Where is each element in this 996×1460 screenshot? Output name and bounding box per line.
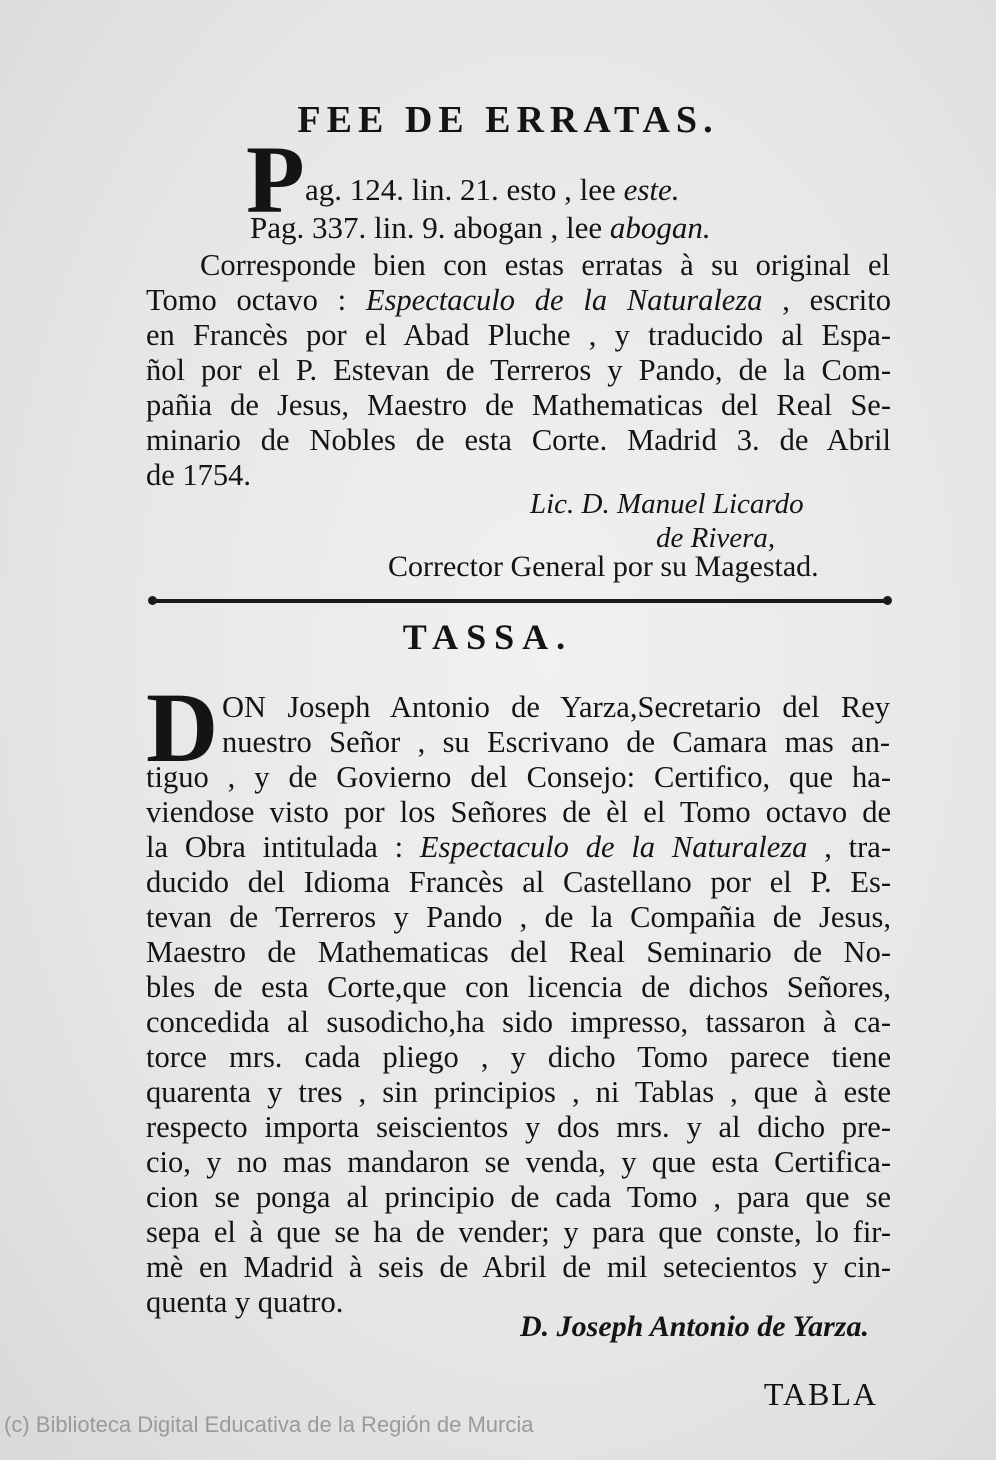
tassa-body-text: , tra- xyxy=(807,830,891,864)
tassa-body-line: cion se ponga al principio de cada Tomo , para que se xyxy=(146,1180,891,1214)
errata-body-line: pañia de Jesus, Maestro de Mathematicas del Real Se- xyxy=(146,388,891,422)
tassa-body-line: nuestro Señor , su Escrivano de Camara mas an- xyxy=(222,725,890,759)
tassa-body-line: quenta y quatro. xyxy=(146,1285,344,1319)
tassa-body-line: tevan de Terreros y Pando , de la Compañia de Jesus, xyxy=(146,900,891,934)
errata-entry-1-text: ag. 124. lin. 21. esto , lee xyxy=(305,172,624,207)
tassa-body-line: sepa el à que se ha de vender; y para que conste, lo fir- xyxy=(146,1215,891,1249)
tassa-body-line: tiguo , y de Govierno del Consejo: Certifico, que ha- xyxy=(146,760,891,794)
errata-signature-name: Lic. D. Manuel Licardo xyxy=(530,488,804,520)
tassa-body-line: ON Joseph Antonio de Yarza,Secretario del Rey xyxy=(222,690,890,724)
library-credit-watermark: (c) Biblioteca Digital Educativa de la Región de Murcia xyxy=(4,1412,534,1437)
tassa-signature: D. Joseph Antonio de Yarza. xyxy=(520,1310,869,1343)
tassa-body-line: respecto importa seiscientos y dos mrs. y al dicho pre- xyxy=(146,1110,891,1144)
errata-body-text: Tomo octavo : xyxy=(146,283,366,317)
errata-entry-1-fix: este. xyxy=(623,172,680,207)
section-divider xyxy=(150,597,890,604)
errata-entry-2-text: Pag. 337. lin. 9. abogan , lee xyxy=(250,210,610,245)
errata-signature-role: Corrector General por su Magestad. xyxy=(388,550,819,583)
catchword: TABLA xyxy=(763,1376,878,1412)
tassa-body-line: quarenta y tres , sin principios , ni Tablas , que à este xyxy=(146,1075,891,1109)
errata-signature-name-2: de Rivera, xyxy=(656,522,776,554)
tassa-dropcap: D xyxy=(146,672,219,783)
errata-body-line: Corresponde bien con estas erratas à su original el xyxy=(200,248,890,282)
tassa-body-line: Maestro de Mathematicas del Real Seminario de No- xyxy=(146,935,891,969)
errata-body-line: ñol por el P. Estevan de Terreros y Pando, de la Com- xyxy=(146,353,891,387)
errata-dropcap: P xyxy=(246,126,305,233)
tassa-body-line: bles de esta Corte,que con licencia de dichos Señores, xyxy=(146,970,891,1004)
errata-body-line: de 1754. xyxy=(146,458,252,492)
tassa-body-line: cio, y no mas mandaron se venda, y que esta Certifica- xyxy=(146,1145,891,1179)
tassa-heading: TASSA. xyxy=(402,617,574,657)
errata-body-line: en Francès por el Abad Pluche , y traducido al Espa- xyxy=(146,318,891,352)
errata-work-title: Espectaculo de la Naturaleza xyxy=(365,283,763,317)
errata-entry-2 xyxy=(250,210,711,246)
tassa-body-line: mè en Madrid à seis de Abril de mil setecientos y cin- xyxy=(146,1250,891,1284)
errata-heading: FEE DE ERRATAS. xyxy=(297,99,719,141)
tassa-body-line: viendose visto por los Señores de èl el Tomo octavo de xyxy=(146,795,891,829)
errata-entry-1 xyxy=(305,172,680,208)
tassa-body-line xyxy=(146,830,891,864)
tassa-body-line: concedida al susodicho,ha sido impresso, tassaron à ca- xyxy=(146,1005,891,1039)
tassa-body-line: torce mrs. cada pliego , y dicho Tomo parece tiene xyxy=(146,1040,891,1074)
errata-body-line xyxy=(146,283,891,317)
errata-body-text: , escrito xyxy=(762,283,891,317)
errata-body-line: minario de Nobles de esta Corte. Madrid 3. de Abril xyxy=(146,423,891,457)
tassa-body-text: la Obra intitulada : xyxy=(146,830,420,864)
tassa-body-line: ducido del Idioma Francès al Castellano por el P. Es- xyxy=(146,865,891,899)
errata-entry-2-fix: abogan. xyxy=(609,210,711,245)
tassa-work-title: Espectaculo de la Naturaleza xyxy=(419,830,808,864)
